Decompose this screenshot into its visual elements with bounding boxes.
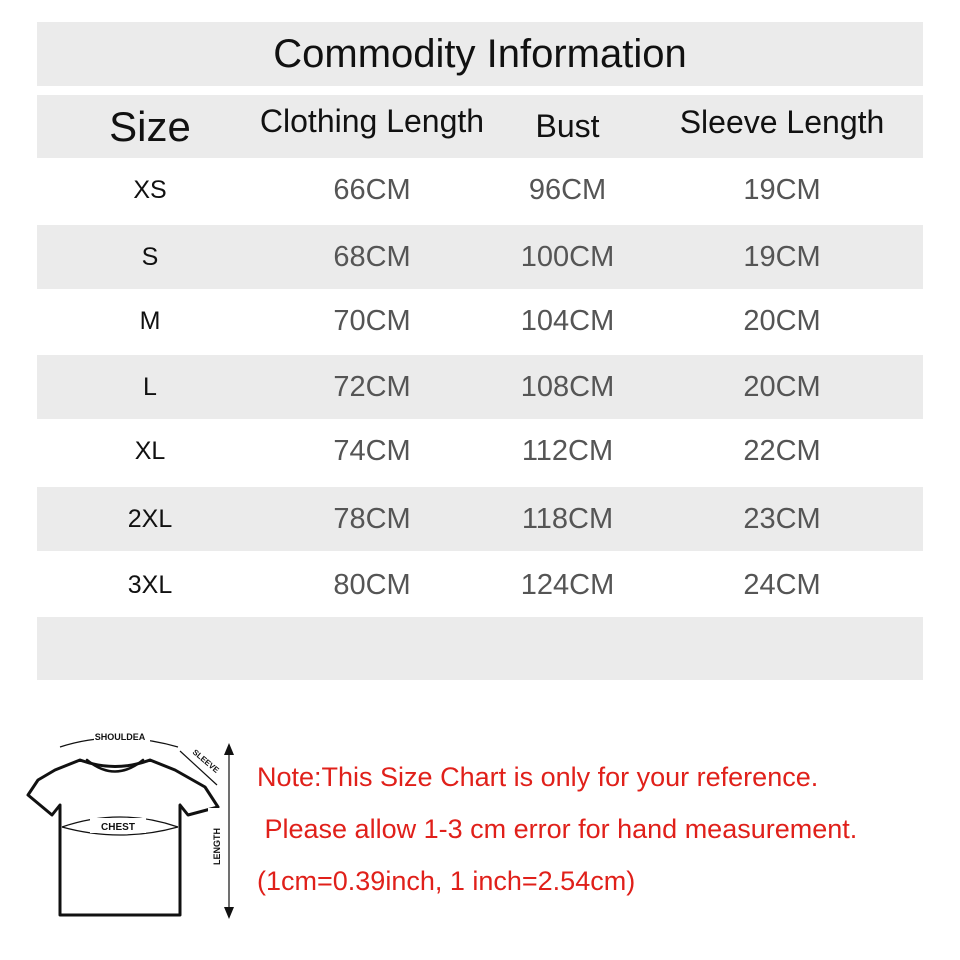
tshirt-diagram bbox=[20, 725, 245, 925]
sleeve-length-cell: 22CM bbox=[743, 434, 821, 467]
header-sleeve-length: Sleeve Length bbox=[679, 104, 885, 140]
sleeve-length-cell: 20CM bbox=[743, 304, 821, 337]
bust-cell: 96CM bbox=[528, 173, 607, 206]
chest-label: CHEST bbox=[101, 822, 135, 833]
sleeve-label: SLEEVE bbox=[190, 747, 221, 775]
sleeve-length-cell: 19CM bbox=[743, 240, 821, 273]
sleeve-length-cell: 20CM bbox=[743, 370, 821, 403]
sleeve-length-cell: 23CM bbox=[743, 502, 821, 535]
length-label: LENGTH bbox=[212, 828, 222, 865]
page-title: Commodity Information bbox=[273, 31, 687, 76]
tshirt-outline bbox=[28, 760, 218, 915]
clothing-length-cell: 68CM bbox=[333, 240, 411, 273]
length-arrow-bottom bbox=[224, 907, 234, 919]
note-line-1: Note:This Size Chart is only for your reference. bbox=[257, 762, 819, 792]
header-bust: Bust bbox=[535, 108, 600, 144]
bust-cell: 124CM bbox=[520, 568, 615, 601]
size-cell: 3XL bbox=[127, 570, 173, 599]
bust-cell: 112CM bbox=[521, 434, 614, 467]
size-cell: S bbox=[141, 242, 159, 271]
clothing-length-cell: 74CM bbox=[333, 434, 411, 467]
header-clothing-length: Clothing Length bbox=[259, 103, 485, 139]
bust-cell: 104CM bbox=[520, 304, 615, 337]
sleeve-length-cell: 24CM bbox=[743, 568, 821, 601]
bust-cell: 108CM bbox=[520, 370, 615, 403]
clothing-length-cell: 72CM bbox=[333, 370, 411, 403]
sleeve-length-cell: 19CM bbox=[743, 173, 821, 206]
size-cell: L bbox=[143, 372, 157, 401]
clothing-length-cell: 78CM bbox=[333, 502, 411, 535]
note-line-2: Please allow 1-3 cm error for hand measurement. bbox=[257, 814, 858, 844]
size-cell: M bbox=[139, 306, 161, 335]
note-line-3: (1cm=0.39inch, 1 inch=2.54cm) bbox=[257, 866, 636, 896]
bust-cell: 118CM bbox=[521, 502, 614, 535]
bust-cell: 100CM bbox=[520, 240, 615, 273]
clothing-length-cell: 80CM bbox=[333, 568, 411, 601]
clothing-length-cell: 70CM bbox=[333, 304, 411, 337]
size-cell: XL bbox=[134, 436, 166, 465]
row-band-empty bbox=[37, 617, 923, 680]
clothing-length-cell: 66CM bbox=[333, 173, 411, 206]
header-size: Size bbox=[109, 102, 191, 150]
shoulder-label: SHOULDEA bbox=[94, 732, 146, 742]
size-cell: XS bbox=[133, 175, 167, 204]
size-cell: 2XL bbox=[127, 504, 173, 533]
length-arrow-top bbox=[224, 743, 234, 755]
